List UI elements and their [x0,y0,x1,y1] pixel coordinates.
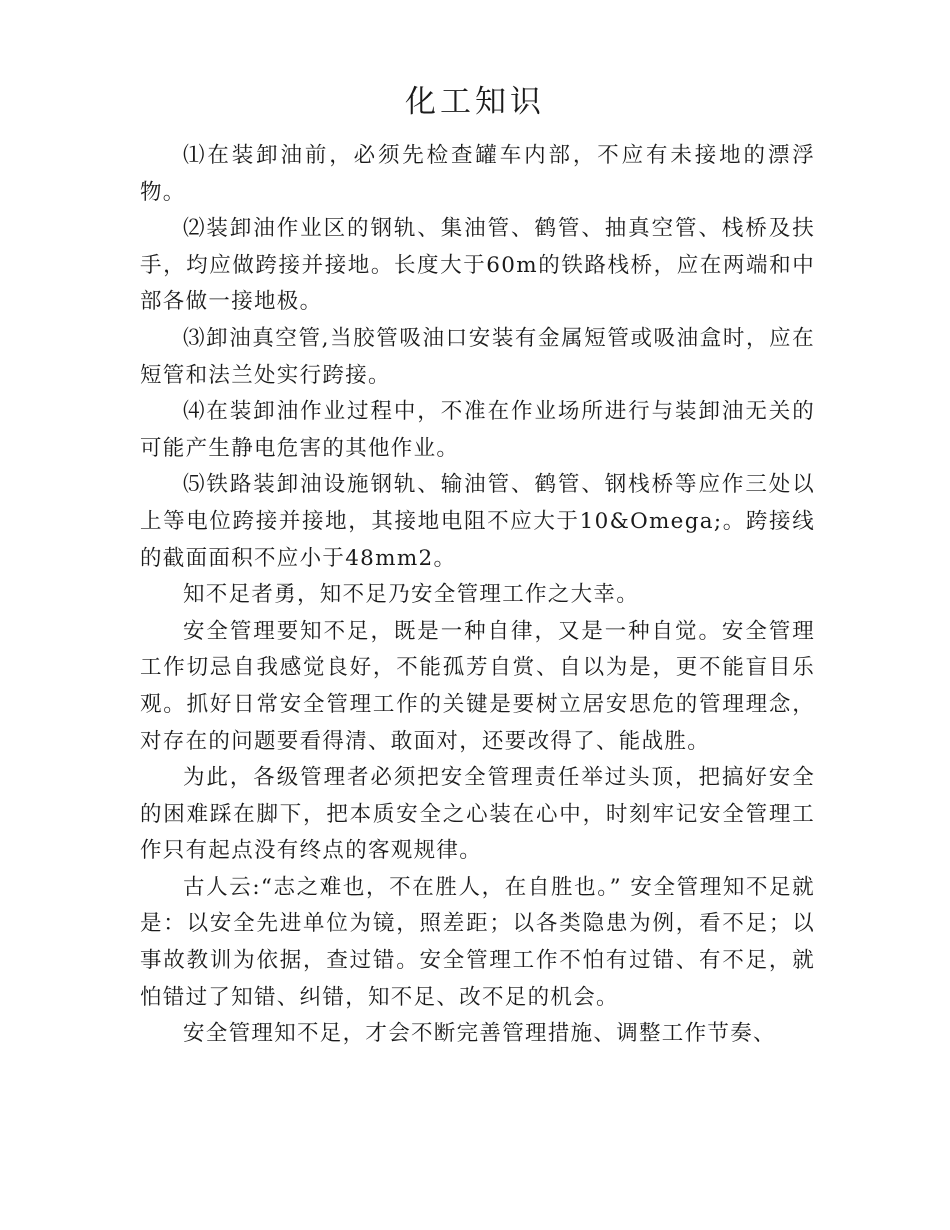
paragraph: 安全管理要知不足，既是一种自律，又是一种自觉。安全管理工作切忌自我感觉良好，不能孤芳自赏、自以为是，更不能盲目乐观。抓好日常安全管理工作的关键是要树立居安思危的管理理念，对存在的问题要看得清、敢面对，还要改得了、能战胜。 [140,618,815,754]
paragraph: 为此，各级管理者必须把安全管理责任举过头顶，把搞好安全的困难踩在脚下，把本质安全之心装在心中，时刻牢记安全管理工作只有起点没有终点的客观规律。 [140,765,815,864]
paragraph: 安全管理知不足，才会不断完善管理措施、调整工作节奏、 [183,1021,776,1047]
paragraph: ⑷在装卸油作业过程中，不准在作业场所进行与装卸油无关的可能产生静电危害的其他作业。 [140,399,815,461]
paragraph: 知不足者勇，知不足乃安全管理工作之大幸。 [183,582,640,608]
paragraph: ⑴在装卸油前，必须先检查罐车内部，不应有未接地的漂浮物。 [140,143,815,205]
paragraph: ⑸铁路装卸油设施钢轨、输油管、鹤管、钢栈桥等应作三处以上等电位跨接并接地，其接地电阻不应大于10&Omega;。跨接线的截面面积不应小于48mm2。 [140,472,815,571]
paragraph: 古人云:“志之难也，不在胜人，在自胜也。” 安全管理知不足就是：以安全先进单位为镜，照差距；以各类隐患为例，看不足；以事故教训为依据，查过错。安全管理工作不怕有过错、有不足，就怕错过了知错、纠错，知不足、改不足的机会。 [140,874,815,1010]
document-title: 化工知识 [405,84,545,120]
paragraph: ⑵装卸油作业区的钢轨、集油管、鹤管、抽真空管、栈桥及扶手，均应做跨接并接地。长度大于60m的铁路栈桥，应在两端和中部各做一接地极。 [140,216,815,315]
document-body [140,138,815,1053]
paragraph: ⑶卸油真空管,当胶管吸油口安装有金属短管或吸油盒时，应在短管和法兰处实行跨接。 [140,325,815,388]
